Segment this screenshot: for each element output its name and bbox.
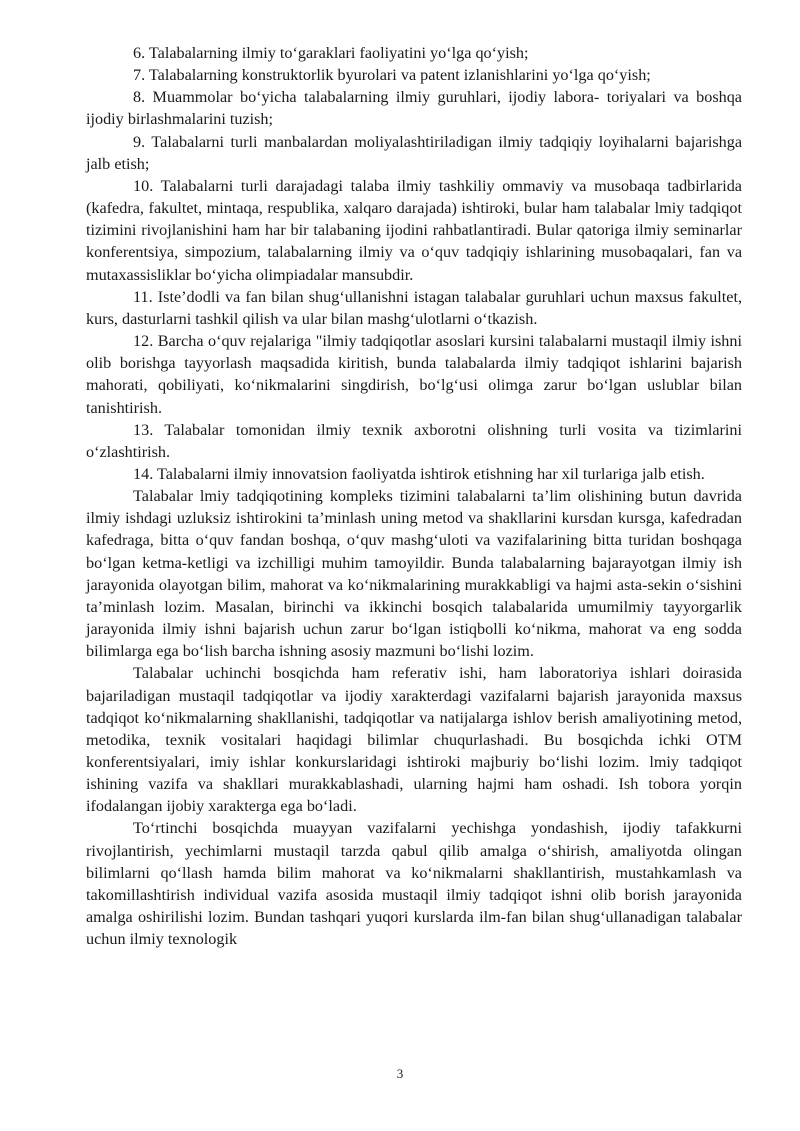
paragraph-third-stage: Talabalar uchinchi bosqichda ham referativ ishi, ham laboratoriya ishlari doirasida bajariladigan mustaqil tadqiqotlar va ijodiy xarakterdagi vazifalarni bajarish jarayonida maxsus tadqiqot ko‘nikmalarning shakllanishi, tadqiqotlar va natijalarga ishlov berish amaliyotining metod, metodika, texnik vositalari haqidagi bilimlar chuqurlashadi. Bu bosqichda ichki OTM konferentsiyalari, imiy ishlar konkurslaridagi ishtiroki majburiy bo‘lishi lozim. lmiy tadqiqot ishining vazifa va shakllari murakkablashadi, ularning hajmi ham oshadi. Ish tobora yorqin ifodalangan ijobiy xarakterga ega bo‘ladi.	[86, 664, 742, 816]
paragraph-item-7: 7. Talabalarning konstruktorlik byurolari va patent izlanishlarini yo‘lga qo‘yish;	[133, 66, 651, 85]
paragraph-fourth-stage: To‘rtinchi bosqichda muayyan vazifalarni yechishga yondashish, ijodiy tafakkurni rivojlantirish, yechimlarni mustaqil tarzda qabul qilib amalga o‘shirish, amaliyotda olingan bilimlarni qo‘llash hamda bilim mahorat va ko‘nikmalarni shakllantirish, mustahkamlash va takomillashtirish individual vazifa asosida mustaqil ilmiy tadqiqot ishni olib borish jarayonida amalga oshirilishi lozim. Bundan tashqari yuqori kurslarda ilm-fan bilan shug‘ullanadigan talabalar uchun ilmiy texnologik	[86, 819, 742, 949]
paragraph-complex-system: Talabalar lmiy tadqiqotining kompleks tizimini talabalarni ta’lim olishining butun davrida ilmiy ishdagi uzluksiz ishtirokini ta’minlash uning metod va shakllarini kursdan kursga, kafedradan kafedraga, bitta o‘quv fandan boshqa, o‘quv mashg‘uloti va vazifalarining bitta turidan boshqaga bo‘lgan ketma-ketligi va izchilligi muhim tamoyildir. Bunda talabalarning bajarayotgan ilmiy ish jarayonida olayotgan bilim, mahorat va ko‘nikmalarining murakkabligi va hajmi asta-sekin o‘sishini ta’minlash lozim. Masalan, birinchi va ikkinchi bosqich talabalarida umumilmiy tayyorgarlik jarayonida ilmiy ishni bajarish uchun zarur bo‘lgan istiqbolli ko‘nikma, mahorat va eng sodda bilimlarga ega bo‘lish barcha ishning asosiy mazmuni bo‘lishi lozim.	[86, 487, 742, 661]
paragraph-item-6: 6. Talabalarning ilmiy to‘garaklari faoliyatini yo‘lga qo‘yish;	[133, 44, 529, 62]
paragraph-item-12: 12. Barcha o‘quv rejalariga "ilmiy tadqiqotlar asoslari kursini talabalarni mustaqil ilmiy ishni olib borishga tayyorlash maqsadida kiritish, bunda talabalarda ilmiy tadqiqot ishlarini bajarish mahorati, qobiliyati, ko‘nikmalarini singdirish, bo‘lg‘usi olimga zarur bo‘lgan uslublar bilan tanishtirish.	[86, 332, 742, 417]
paragraph-item-8: 8. Muammolar bo‘yicha talabalarning ilmiy guruhlari, ijodiy labora- toriyalari va boshqa ijodiy birlashmalarini tuzish;	[86, 88, 742, 129]
paragraph-item-13: 13. Talabalar tomonidan ilmiy texnik axborotni olishning turli vosita va tizimlarini o‘zlashtirish.	[86, 420, 742, 461]
paragraph-item-11: 11. Iste’dodli va fan bilan shug‘ullanishni istagan talabalar guruhlari uchun maxsus fakultet, kurs, dasturlarni tashkil qilish va ular bilan mashg‘ulotlarni o‘tkazish.	[86, 287, 742, 328]
paragraph-item-9: 9. Talabalarni turli manbalardan moliyalashtiriladigan ilmiy tadqiqiy loyihalarni bajarishga jalb etish;	[86, 132, 742, 173]
paragraph-item-10: 10. Talabalarni turli darajadagi talaba ilmiy tashkiliy ommaviy va musobaqa tadbirlarida (kafedra, fakultet, mintaqa, respublika, xalqaro darajada) ishtiroki, bular ham talabalar lmiy tadqiqot tizimini rivojlanishini ham har bir talabaning ijodini rahbatlantiradi. Bular qatoriga ilmiy seminarlar konferentsiya, simpozium, talabalarning ilmiy va o‘quv tadqiqiy ishlarining musobaqalari, fan va mutaxassisliklar bo‘yicha olimpiadalar mansubdir.	[86, 176, 742, 284]
page-number: 3	[396, 1066, 404, 1081]
document-body	[86, 42, 742, 950]
paragraph-item-14: 14. Talabalarni ilmiy innovatsion faoliyatda ishtirok etishning har xil turlariga jalb etish.	[133, 464, 705, 483]
